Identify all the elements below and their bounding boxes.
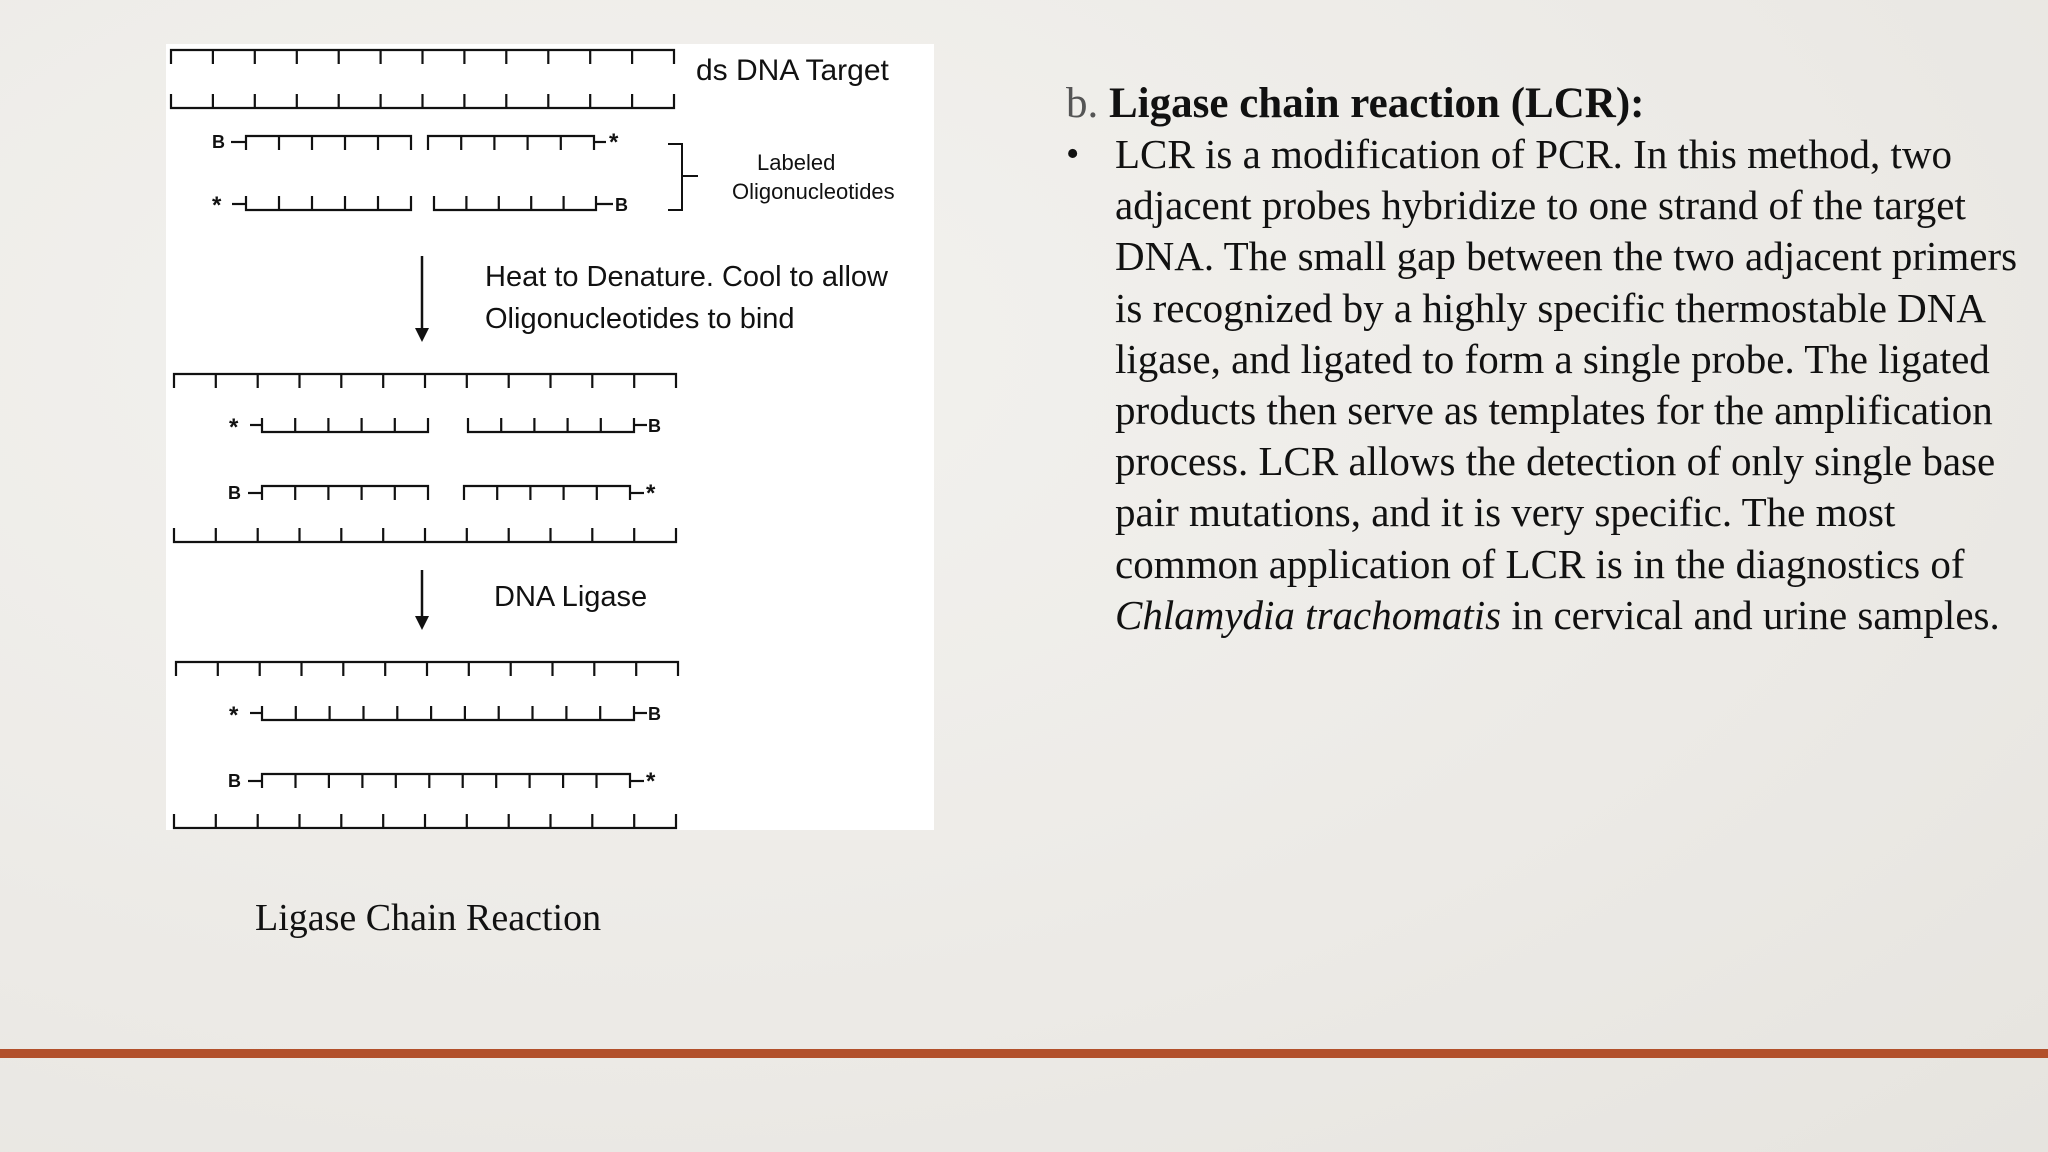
section-heading [1066,78,1986,129]
biotin-mark: B [648,416,661,436]
hybrid-target-bottom [174,528,676,542]
star-mark: * [646,768,656,795]
ligated-product-b [262,774,630,788]
label-dna-ligase: DNA Ligase [494,581,648,613]
label-ds-dna-target: ds DNA Target [696,54,889,87]
label-labeled: Labeled [757,150,836,175]
paragraph-text-end: in cervical and urine samples. [1511,591,2000,638]
hybrid-primer-c [262,486,428,500]
paragraph-text: LCR is a modification of PCR. In this method, two adjacent probes hybridize to one strand of the target DNA. The small gap between the two adjacent primers is recognized by a highly specific thermostable DNA ligase, and ligated to form a single probe. The ligated products then serve as templates for the amplification process. LCR allows the detection of only single base pair mutations, and it is very specific. The most common application of LCR is in the diagnostics of [1115,131,2018,587]
star-mark: * [609,129,619,156]
biotin-mark: B [212,132,225,152]
hybrid-primer-d [464,486,630,500]
biotin-mark: B [228,483,241,503]
biotin-mark: B [615,195,628,215]
star-mark: * [229,702,239,729]
star-mark: * [212,192,222,219]
figure-caption: Ligase Chain Reaction [255,897,602,939]
ligated-target-top [176,662,678,676]
heading-title: Ligase chain reaction (LCR): [1109,80,1645,127]
label-heat-denature: Heat to Denature. Cool to allow [485,261,888,293]
target-top-strand [171,50,674,64]
dna-strands [171,50,678,828]
oligo-1-bottom [246,196,411,210]
hybrid-primer-a [262,418,428,432]
label-oligonucleotides: Oligonucleotides [732,179,895,204]
lcr-diagram-svg [166,44,934,830]
hybrid-primer-b [468,418,634,432]
heading-prefix: b. [1066,80,1099,127]
star-mark: * [646,480,656,507]
bullet-paragraph [1115,129,2035,641]
oligo-2-bottom [434,196,596,210]
biotin-mark: B [228,771,241,791]
bullet-marker: • [1066,133,1080,175]
star-mark: * [229,414,239,441]
bullet-item [1066,129,2018,641]
biotin-mark: B [648,704,661,724]
oligo-2-top [428,136,594,150]
brace-bracket [668,144,698,210]
lcr-description [1066,78,2018,641]
arrow-head-1 [415,328,429,342]
label-oligos-bind: Oligonucleotides to bind [485,303,795,335]
lcr-diagram [166,44,934,830]
footer-accent-rule [0,1049,2048,1058]
arrow-head-2 [415,616,429,630]
oligo-1-top [246,136,411,150]
ligated-target-bottom [174,814,676,828]
ligated-product-a [262,706,634,720]
target-bottom-strand [171,94,674,108]
organism-name: Chlamydia trachomatis [1115,591,1502,638]
hybrid-target-top [174,374,676,388]
